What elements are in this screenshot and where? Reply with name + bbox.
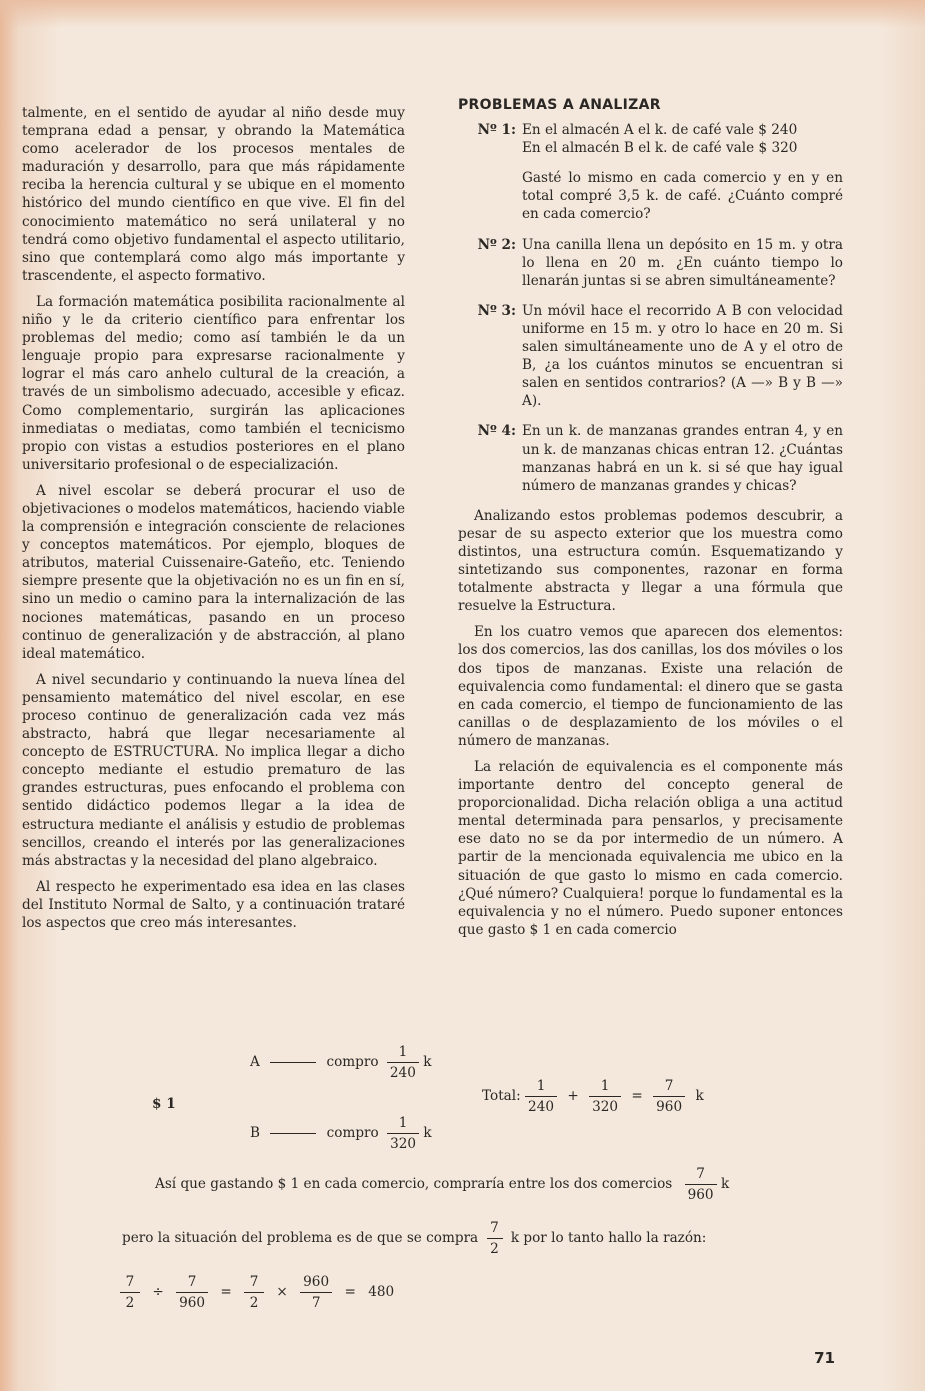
numerator: 1 [600,1078,610,1094]
unit: k [720,1176,730,1192]
denominator: 2 [125,1295,135,1311]
times-sign: × [276,1284,288,1300]
row-label: A [250,1054,260,1070]
fraction-bar [589,1096,621,1097]
total-label: Total: [482,1088,521,1104]
equation-row-b [250,1115,432,1152]
numerator: 7 [187,1274,197,1290]
unit: k [423,1054,432,1070]
divide-sign: ÷ [152,1284,164,1300]
problem-line: En el almacén B el k. de café vale $ 320 [522,140,798,157]
conclusion-line-2 [122,1220,706,1257]
fraction-bar [685,1184,717,1185]
fraction [387,1044,419,1081]
paragraph: A nivel secundario y continuando la nueva línea del pensamiento matemático del nivel escolar, en ese proceso continuo de generalización cada vez más abstracto, habrá que llegar necesariamente al concepto de ESTRUCTURA. No implica llegar a dicho concepto mediante el estudio prematuro de las grandes estructuras, pues enfocando el problema con sentido didáctico podemos llegar a la idea de estructura mediante el análisis y estudio de problemas sencillos, creando el interés por las generalizaciones más abstractas y la necesidad del plano algebraico. [22,671,405,869]
row-verb: compro [326,1054,379,1070]
problem-line: En el almacén A el k. de café vale $ 240 [522,122,798,139]
problem-text: Un móvil hace el recorrido A B con velocidad uniforme en 15 m. y otro lo hace en 20 m. Si salen simultáneamente uno de A y el otro de B, ¿a los cuántos minutos se encuentran si salen en sentidos contrarios? (A —» B y B —» A). [522,302,843,410]
numerator: 1 [398,1115,408,1131]
total-equation [482,1078,704,1115]
left-column [22,104,405,940]
numerator: 7 [125,1274,135,1290]
denominator: 2 [249,1295,259,1311]
fraction [120,1274,140,1311]
fraction-bar [244,1292,264,1293]
fraction [176,1274,208,1311]
paragraph: Analizando estos problemas podemos descubrir, a pesar de su aspecto exterior que los muestra como distintos, una estructura común. Esquematizando y sintetizando sus componentes, razonar en forma totalmente abstracta y llegar a una fórmula que resuelve la Estructura. [458,507,843,615]
denominator: 7 [311,1295,321,1311]
fraction-bar [487,1238,503,1239]
problem-text: Gasté lo mismo en cada comercio y en y en total compré 3,5 k. de café. ¿Cuánto compré en cada comercio? [522,170,843,223]
sentence: k por lo tanto hallo la razón: [510,1230,707,1246]
paragraph: talmente, en el sentido de ayudar al niño desde muy temprana edad a pensar, y obrando la Matemática como acelerador de los procesos mentales de maduración y desarrollo, para que más rápidamente reciba la herencia cultural y se ubique en el momento histórico del mundo científico en que vive. El fin del conocimiento matemático no será unilateral y no tendrá como objetivo fundamental el aspecto utilitario, sino que contemplará como algo más importante y trascendente, el aspecto formativo. [22,105,405,284]
denominator: 960 [179,1295,206,1311]
denominator: 320 [390,1136,417,1152]
fraction-bar [300,1292,332,1293]
numerator: 7 [490,1220,499,1236]
problem-3 [458,302,843,411]
numerator: 7 [664,1078,674,1094]
paragraph: A nivel escolar se deberá procurar el uso de objetivaciones o modelos matemáticos, haciendo viable la comprensión e integración consciente de relaciones y conceptos matemáticos. Por ejemplo, bloques de atributos, material Cuissenaire-Gateño, etc. Teniendo siempre presente que la objetivación no es un fin en sí, sino un medio o camino para la internalización de las nociones matemáticas, pasando en un proceso continuo de generalización y de abstracción, al plano ideal matemático. [22,482,405,662]
unit: k [423,1125,432,1141]
unit: k [695,1088,704,1104]
fraction [589,1078,621,1115]
denominator: 960 [687,1187,714,1203]
fraction [653,1078,685,1115]
denominator: 960 [656,1099,683,1115]
section-heading: PROBLEMAS A ANALIZAR [458,97,661,113]
sentence: pero la situación del problema es de que se compra [122,1230,479,1246]
result: 480 [368,1284,395,1300]
equals-sign: = [631,1088,643,1104]
numerator: 960 [303,1274,330,1290]
fraction-bar [387,1062,419,1063]
paragraph: La relación de equivalencia es el componente más importante dentro del concepto general de proporcionalidad. Dicha relación obliga a una actitud mental determinada para pensarlos, y precisamente ese dato no se da por intermedio de un número. A partir de la mencionada equivalencia me ubico en la situación de que gasto lo mismo en cada comercio. ¿Qué número? Cualquiera! porque lo fundamental es la equivalencia y no el número. Puedo suponer entonces que gasto $ 1 en cada comercio [458,759,843,938]
fraction-bar [176,1292,208,1293]
problem-label: Nº 2: [477,236,516,253]
problem-4 [458,422,843,494]
fraction [525,1078,557,1115]
numerator: 7 [249,1274,259,1290]
paragraph: Al respecto he experimentado esa idea en las clases del Instituto Normal de Salto, y a continuación trataré los aspectos que creo más interesantes. [22,878,405,932]
row-label: B [250,1125,260,1141]
conclusion-line-1 [155,1166,729,1203]
denominator: 240 [528,1099,554,1115]
fraction [487,1220,503,1257]
right-column [458,97,843,947]
problem-text: En un k. de manzanas grandes entran 4, y en un k. de manzanas chicas entran 12. ¿Cuántas manzanas habrá en un k. si sé que hay igual número de manzanas grandes y chicas? [522,423,843,494]
fraction [300,1274,332,1311]
equals-sign: = [344,1284,356,1300]
problem-label: Nº 3: [477,302,516,319]
row-verb: compro [326,1125,379,1141]
numerator: 7 [696,1166,705,1182]
paragraph: La formación matemática posibilita racionalmente al niño y le da criterio científico para enfrentar los problemas del medio; como así también le da un lenguaje propio para expresarse racionalmente y lograr el más caro anhelo cultural de la creación, a través de un simbolismo adecuado, accesible y eficaz. Como complementario, surgirán las aplicaciones inmediatas o mediatas, como también el tecnicismo propio con vistas a estudios posteriores en el plano universitario profesional o de especialización. [22,293,405,473]
fraction [387,1115,419,1152]
denominator: 240 [389,1065,416,1081]
fraction [244,1274,264,1311]
problem-1 [458,121,843,223]
fraction-bar [387,1133,419,1134]
problem-2 [458,236,843,290]
problem-label: Nº 1: [477,122,516,139]
fraction-bar [525,1096,557,1097]
sentence: Así que gastando $ 1 en cada comercio, compraría entre los dos comercios [155,1176,673,1192]
fraction-bar [120,1292,140,1293]
denominator: 2 [490,1241,499,1257]
plus-sign: + [567,1088,579,1104]
numerator: 1 [398,1044,408,1060]
equation-row-a [250,1044,431,1081]
problem-text: Una canilla llena un depósito en 15 m. y otra lo llena en 20 m. ¿En cuánto tiempo lo llenarán juntas si se abren simultáneamente? [522,236,843,289]
paragraph: En los cuatro vemos que aparecen dos elementos: los dos comercios, las dos canillas, los dos móviles o los dos tipos de manzanas. Existe una relación de equivalencia como fundamental: el dinero que se gasta en cada comercio, el tiempo de funcionamiento de las canillas o de desplazamiento de los móviles o el número de manzanas. [458,624,843,749]
page-number: 71 [814,1349,835,1367]
numerator: 1 [536,1078,546,1094]
fraction-bar [653,1096,685,1097]
problem-label: Nº 4: [477,423,516,440]
dash-line [270,1062,316,1063]
denominator: 320 [592,1099,619,1115]
dollar-label: $ 1 [152,1096,176,1112]
dash-line [270,1133,316,1134]
final-equation [120,1274,394,1311]
equals-sign: = [220,1284,232,1300]
fraction [685,1166,717,1203]
